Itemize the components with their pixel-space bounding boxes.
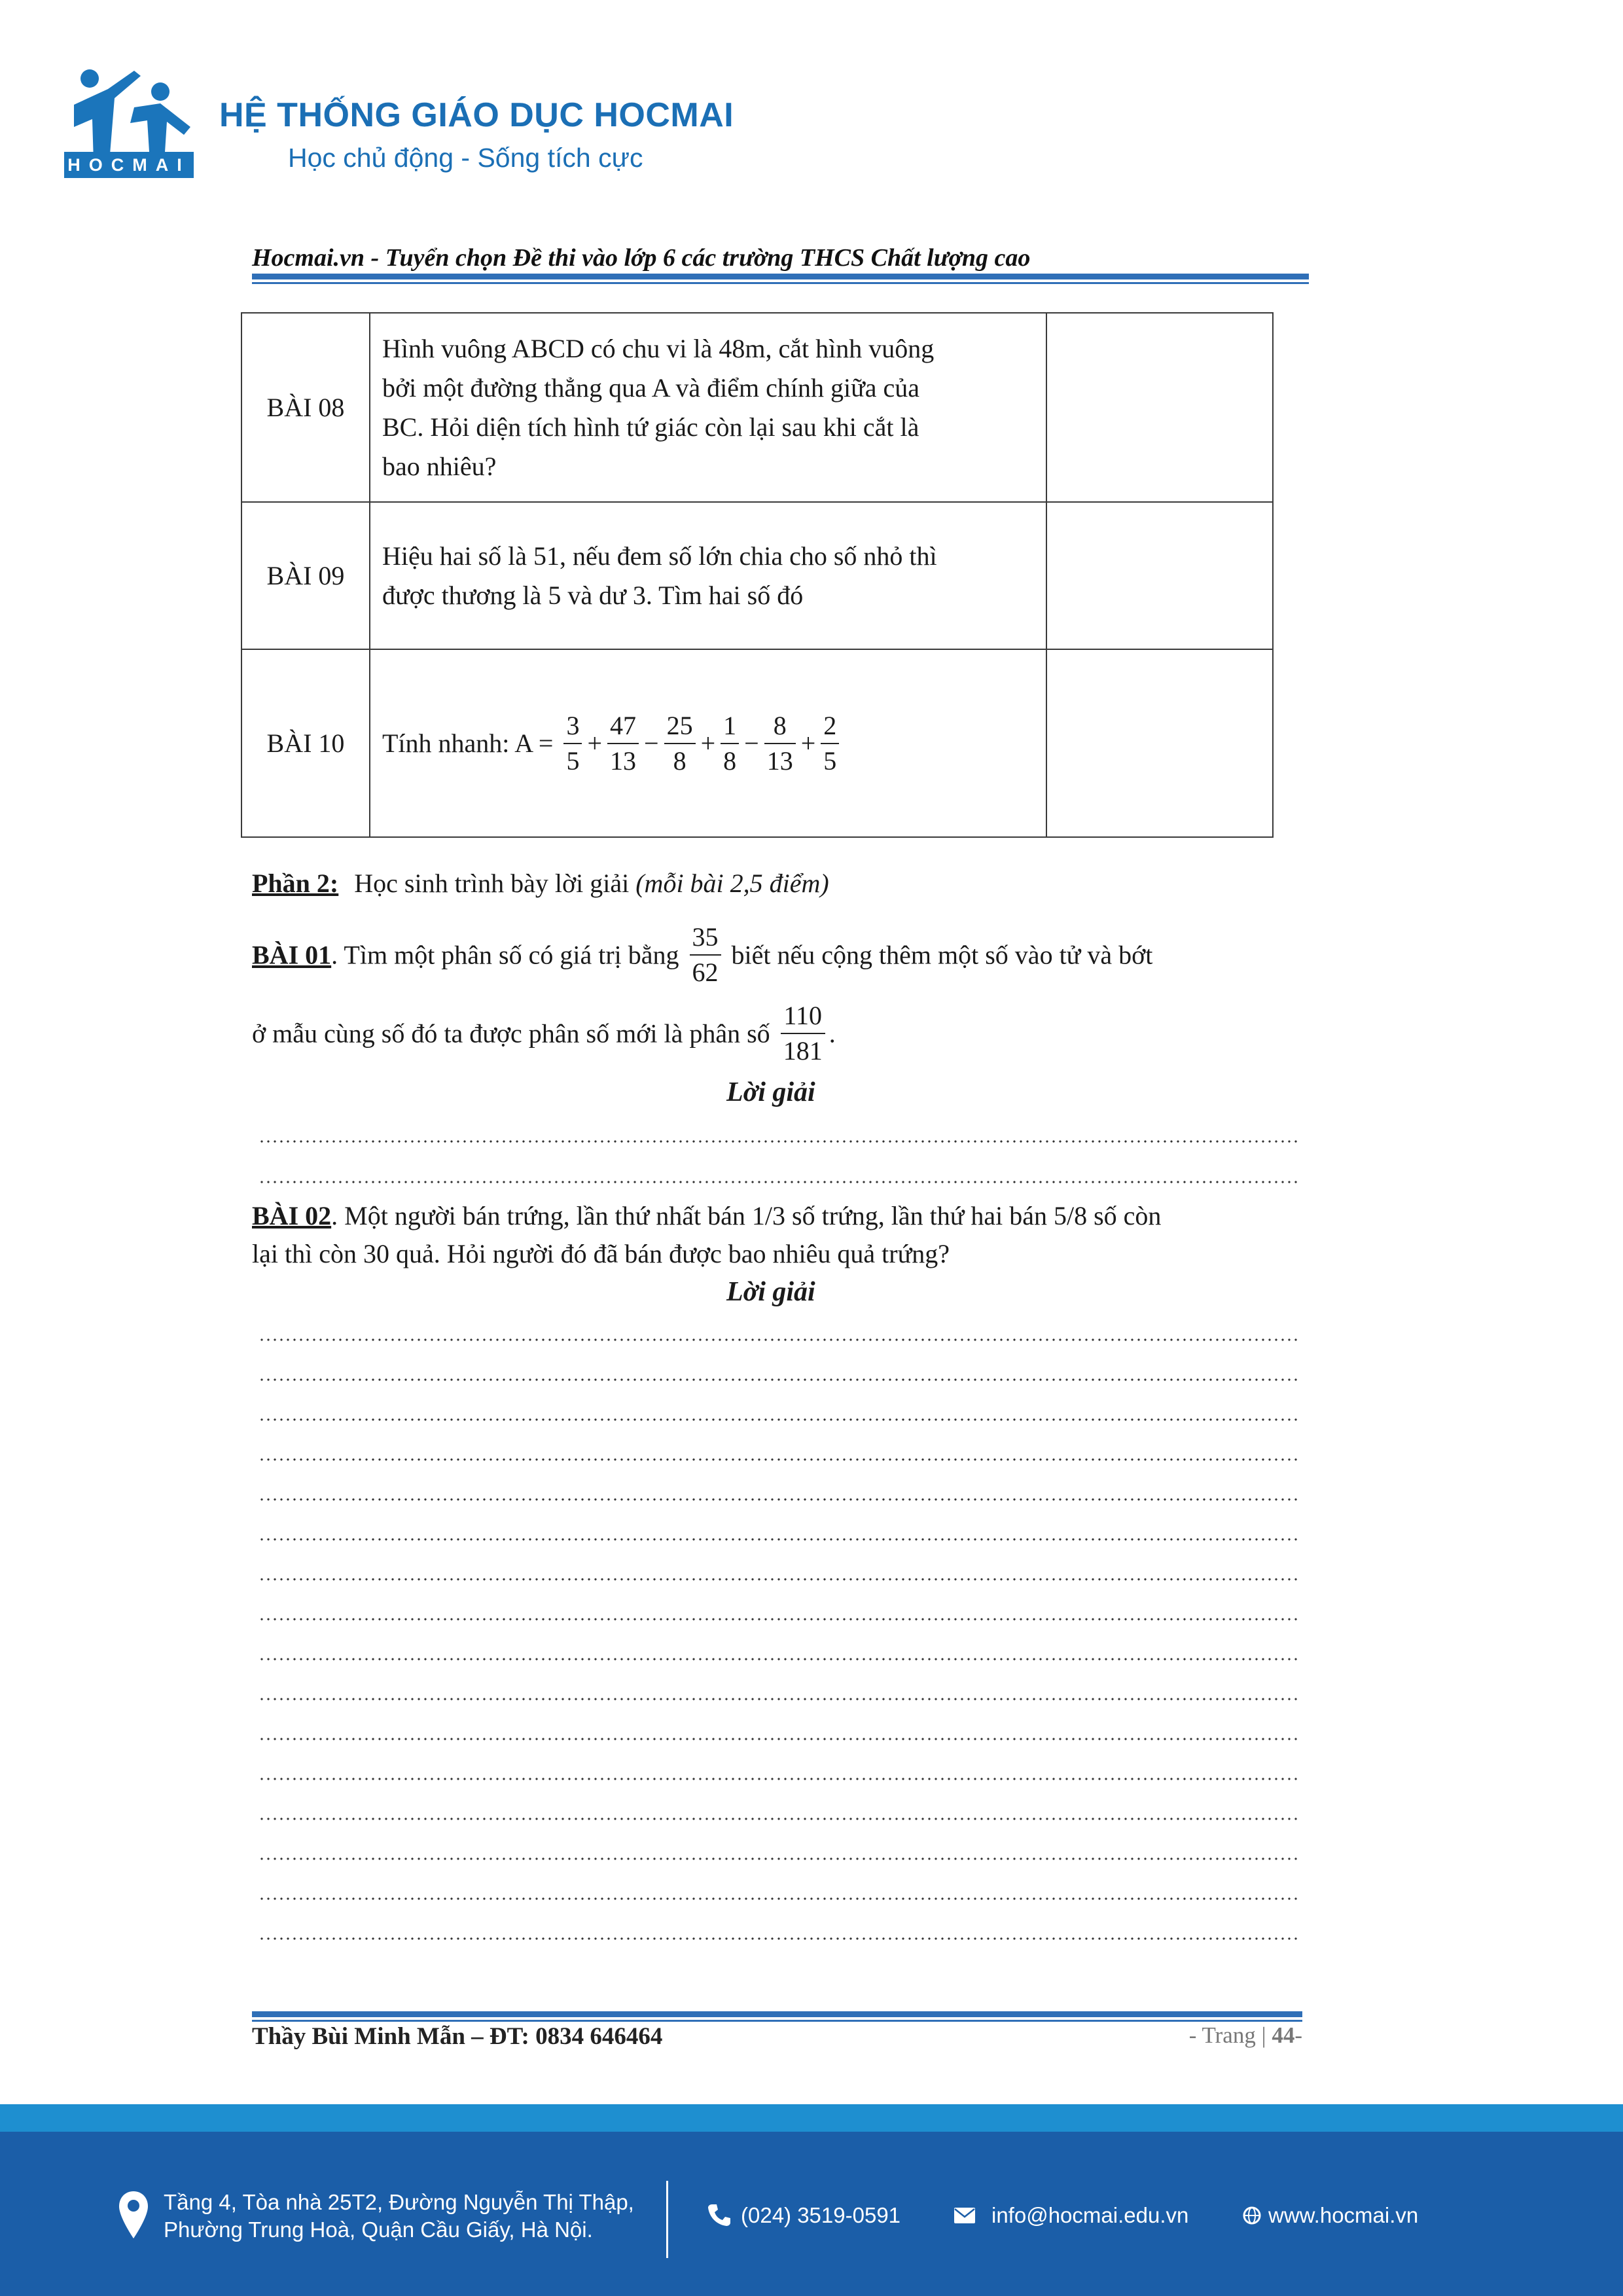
content-line: Hiệu hai số là 51, nếu đem số lớn chia cho số nhỏ thì — [382, 541, 937, 571]
bai02-solution-heading: Lời giải — [726, 1277, 815, 1307]
row-content — [370, 313, 1046, 502]
bai02-text-1: . Một người bán trứng, lần thứ nhất bán 1/3 số trứng, lần thứ hai bán 5/8 số còn — [331, 1201, 1162, 1230]
row-content — [370, 502, 1046, 649]
bai01-line2 — [252, 1003, 836, 1064]
row-label: BÀI 08 — [241, 313, 370, 502]
content-line: bao nhiêu? — [382, 451, 497, 481]
content-line: Hình vuông ABCD có chu vi là 48m, cắt hình vuông — [382, 333, 935, 363]
answer-cell — [1046, 313, 1273, 502]
email-link[interactable]: info@hocmai.edu.vn — [991, 2203, 1189, 2227]
footer-band-top — [0, 2104, 1623, 2132]
footer-divider — [666, 2181, 668, 2258]
answer-line — [259, 1857, 1299, 1860]
operator: + — [800, 728, 816, 758]
part2-note: (mỗi bài 2,5 điểm) — [635, 869, 829, 898]
bai01-line1 — [252, 924, 1306, 986]
formula-prefix: Tính nhanh: A = — [382, 728, 554, 758]
answer-line — [259, 1140, 1299, 1143]
fraction: $\frac{3}{5}$ — [563, 713, 582, 774]
bai02-line2: lại thì còn 30 quả. Hỏi người đó đã bán được bao nhiêu quả trứng? — [252, 1239, 950, 1268]
header-rule-thin — [252, 282, 1309, 284]
brand-title: HỆ THỐNG GIÁO DỤC HOCMAI — [219, 96, 734, 134]
operator: + — [700, 728, 716, 758]
answer-line — [259, 1578, 1299, 1581]
location-pin-icon — [118, 2190, 149, 2240]
answer-line — [259, 1418, 1299, 1421]
answer-line — [259, 1378, 1299, 1381]
address-line-1: Tầng 4, Tòa nhà 25T2, Đường Nguyễn Thị Thập, — [164, 2190, 634, 2214]
answer-line — [259, 1338, 1299, 1341]
content-line: BC. Hỏi diện tích hình tứ giác còn lại sau khi cắt là — [382, 412, 919, 442]
answer-line — [259, 1698, 1299, 1700]
table-row — [241, 649, 1273, 837]
email-icon — [954, 2207, 976, 2224]
phone-number[interactable]: (024) 3519-0591 — [741, 2203, 901, 2227]
brand-slogan: Học chủ động - Sống tích cực — [288, 143, 643, 173]
answer-cell — [1046, 502, 1273, 649]
answer-line — [259, 1181, 1299, 1183]
logo-wordmark: HOCMAI — [64, 152, 194, 178]
part2-line — [252, 868, 829, 899]
answer-line — [259, 1618, 1299, 1621]
answer-line — [259, 1897, 1299, 1900]
footer-rule — [252, 2011, 1302, 2017]
content-line: bởi một đường thẳng qua A và điểm chính giữa của — [382, 372, 920, 403]
website-link[interactable]: www.hocmai.vn — [1268, 2203, 1419, 2227]
address-line-2: Phường Trung Hoà, Quận Cầu Giấy, Hà Nội. — [164, 2217, 593, 2242]
page-number: - Trang | 44- — [1188, 2022, 1302, 2048]
answer-line — [259, 1778, 1299, 1780]
exam-table — [241, 312, 1274, 838]
bai01-solution-heading: Lời giải — [726, 1077, 815, 1107]
part2-text: Học sinh trình bày lời giải — [354, 869, 630, 898]
fraction: $\frac{1}{8}$ — [721, 713, 739, 774]
bai01-fraction-2: $\frac{110}{181}$ — [781, 1003, 825, 1064]
operator: + — [587, 728, 602, 758]
answer-line — [259, 1458, 1299, 1461]
running-head: Hocmai.vn - Tuyển chọn Đề thi vào lớp 6 các trường THCS Chất lượng cao — [252, 244, 1031, 272]
answer-line — [259, 1658, 1299, 1660]
answer-line — [259, 1738, 1299, 1740]
fraction: $\frac{47}{13}$ — [607, 713, 639, 774]
part2-title: Phần 2: — [252, 869, 339, 898]
answer-cell — [1046, 649, 1273, 837]
answer-line — [259, 1498, 1299, 1501]
bai01-text-b: biết nếu cộng thêm một số vào tử và bớt — [731, 940, 1153, 970]
content-line: được thương là 5 và dư 3. Tìm hai số đó — [382, 580, 804, 610]
row-label: BÀI 10 — [241, 649, 370, 837]
bai02-label: BÀI 02 — [252, 1201, 332, 1230]
operator: − — [644, 728, 659, 758]
row-label: BÀI 09 — [241, 502, 370, 649]
answer-line — [259, 1818, 1299, 1820]
bai02-line1 — [252, 1200, 1161, 1231]
bai01-label: BÀI 01 — [252, 940, 332, 970]
bai01-text-d: . — [829, 1018, 836, 1049]
phone-icon — [707, 2202, 732, 2227]
globe-icon — [1243, 2206, 1261, 2225]
answer-line — [259, 1538, 1299, 1541]
row-content — [370, 649, 1046, 837]
bai01-fraction-1: $\frac{35}{62}$ — [690, 924, 721, 986]
bai01-text-a: . Tìm một phân số có giá trị bằng — [331, 940, 679, 970]
table-row — [241, 502, 1273, 649]
fraction: $\frac{2}{5}$ — [821, 713, 839, 774]
operator: − — [744, 728, 759, 758]
fraction: $\frac{8}{13}$ — [764, 713, 796, 774]
bai01-text-c: ở mẫu cùng số đó ta được phân số mới là phân số — [252, 1018, 770, 1049]
fraction: $\frac{25}{8}$ — [664, 713, 696, 774]
answer-line — [259, 1937, 1299, 1940]
footer-rule-thin — [252, 2020, 1302, 2022]
table-row — [241, 313, 1273, 502]
header-rule — [252, 274, 1309, 279]
teacher-contact: Thầy Bùi Minh Mẫn – ĐT: 0834 646464 — [252, 2023, 663, 2050]
